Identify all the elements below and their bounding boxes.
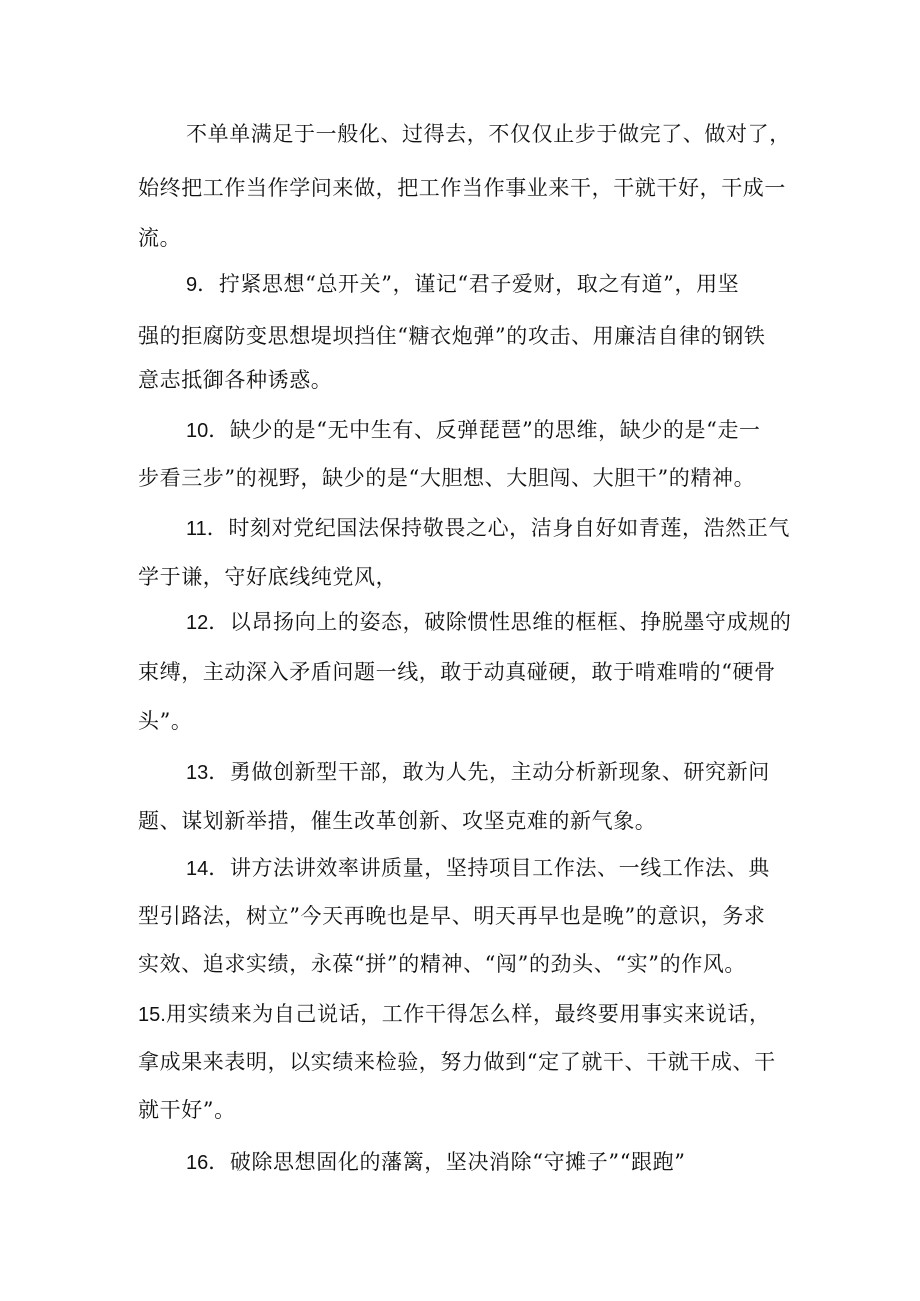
- paragraph-line: 意志抵御各种诱惑。: [138, 368, 333, 392]
- item-text: ．讲方法讲效率讲质量，坚持项目工作法、一线工作法、典: [208, 856, 770, 880]
- item-14-line: [186, 852, 790, 884]
- item-15-line: [138, 998, 788, 1030]
- item-number: 13: [186, 762, 209, 784]
- paragraph-line: 步看三步”的视野，缺少的是“大胆想、大胆闯、大胆干”的精神。: [138, 466, 756, 490]
- item-number: 11: [186, 518, 207, 540]
- paragraph-line: 学于谦，守好底线纯党风，: [138, 565, 398, 589]
- item-16-line: [186, 1146, 790, 1178]
- paragraph-line: 始终把工作当作学问来做，把工作当作事业来干，干就干好，干成一: [138, 176, 786, 200]
- item-9-line: [186, 268, 790, 300]
- item-number: 12: [186, 612, 209, 634]
- item-11-line: [186, 512, 790, 544]
- paragraph-line: 束缚，主动深入矛盾问题一线，敢于动真碰硬，敢于啃难啃的“硬骨: [138, 660, 776, 684]
- paragraph-line: 头”。: [138, 709, 193, 733]
- paragraph-line: 型引路法，树立”今天再晚也是早、明天再早也是晚”的意识，务求: [138, 904, 766, 928]
- paragraph-line: 就干好”。: [138, 1098, 236, 1122]
- paragraph-line: 流。: [138, 226, 182, 250]
- item-text: ．拧紧思想“总开关”，谨记“君子爱财，取之有道”，用坚: [197, 272, 740, 296]
- item-10-line: [186, 414, 790, 446]
- item-text: ．时刻对党纪国法保持敬畏之心，洁身自好如青莲，浩然正气: [206, 516, 790, 540]
- item-text: ．破除思想固化的藩篱，坚决消除“守摊子”“跟跑”: [208, 1150, 686, 1174]
- item-13-line: [186, 756, 790, 788]
- item-number: 9: [186, 274, 198, 296]
- item-number: 10: [186, 420, 209, 442]
- paragraph-line: 题、谋划新举措，催生改革创新、攻坚克难的新气象。: [138, 809, 657, 833]
- item-text: 用实绩来为自己说话，工作干得怎么样，最终要用事实来说话，: [165, 1002, 771, 1026]
- item-text: ．以昂扬向上的姿态，破除惯性思维的框框、挣脱墨守成规的: [208, 610, 792, 634]
- item-number: 14: [186, 858, 209, 880]
- item-number: 16: [186, 1152, 209, 1174]
- item-text: ．缺少的是“无中生有、反弹琵琶”的思维，缺少的是“走一: [208, 418, 761, 442]
- item-text: ．勇做创新型干部，敢为人先，主动分析新现象、研究新问: [208, 760, 770, 784]
- item-number: 15.: [138, 1004, 166, 1026]
- paragraph-line: 实效、追求实绩，永葆“拼”的精神、“闯”的劲头、“实”的作风。: [138, 952, 747, 976]
- item-12-line: [186, 606, 790, 638]
- paragraph-line: 强的拒腐防变思想堤坝挡住“糖衣炮弹”的攻击、用廉洁自律的钢铁: [138, 324, 766, 348]
- paragraph-line: 拿成果来表明，以实绩来检验，努力做到“定了就干、干就干成、干: [138, 1050, 776, 1074]
- paragraph-line: 不单单满足于一般化、过得去，不仅仅止步于做完了、做对了，: [186, 122, 791, 146]
